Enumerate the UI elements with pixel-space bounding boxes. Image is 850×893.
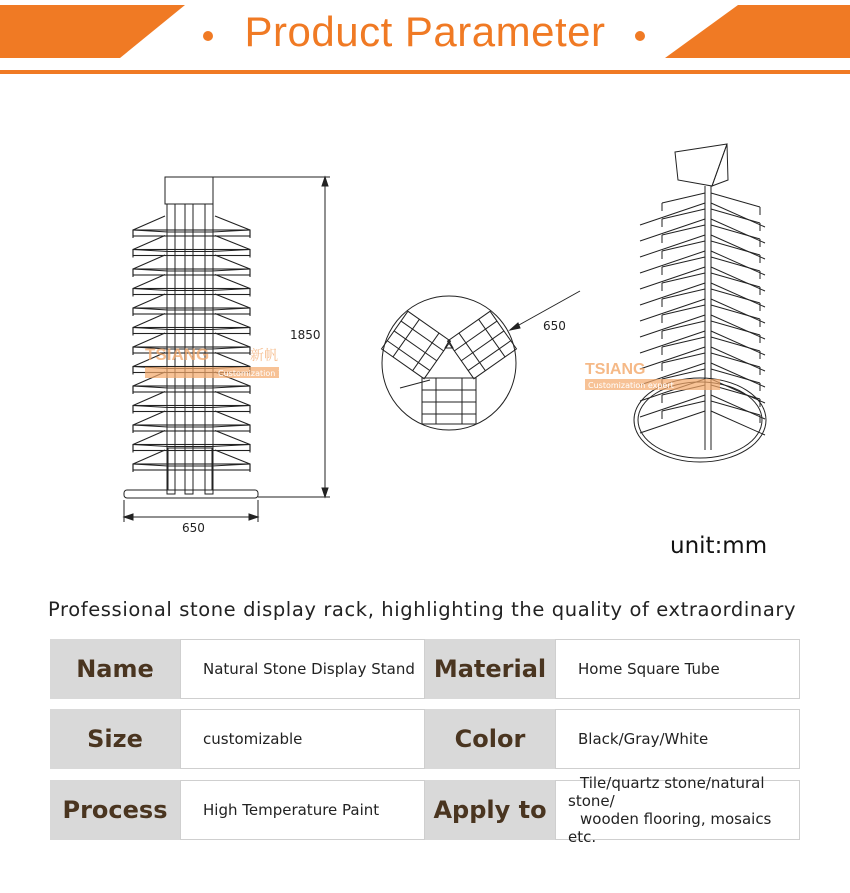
technical-drawing bbox=[0, 80, 850, 570]
apply-value-line1: Tile/quartz stone/natural stone/ bbox=[568, 774, 765, 810]
height-dimension: 1850 bbox=[290, 328, 321, 342]
header-banner bbox=[0, 0, 850, 80]
material-value: Home Square Tube bbox=[555, 639, 800, 699]
table-row bbox=[50, 774, 800, 846]
diameter-dimension: 650 bbox=[543, 319, 566, 333]
perspective-shelves bbox=[640, 193, 765, 435]
unit-label: unit:mm bbox=[670, 533, 768, 559]
table-row bbox=[50, 639, 800, 699]
table-row bbox=[50, 709, 800, 769]
watermark-sub-right: Customization expert bbox=[588, 381, 674, 390]
tagline: Professional stone display rack, highlighting the quality of extraordinary bbox=[48, 598, 797, 621]
process-label: Process bbox=[50, 780, 180, 840]
perspective-view bbox=[634, 144, 766, 462]
size-label: Size bbox=[50, 709, 180, 769]
watermark-cn: 新帆 bbox=[250, 348, 278, 364]
process-value: High Temperature Paint bbox=[180, 780, 425, 840]
color-value: Black/Gray/White bbox=[555, 709, 800, 769]
apply-value-line2: wooden flooring, mosaics etc. bbox=[568, 810, 772, 846]
material-label: Material bbox=[425, 639, 555, 699]
watermark-brand-right: TSIANG bbox=[585, 361, 646, 378]
page-title: Product Parameter bbox=[244, 8, 606, 55]
name-label: Name bbox=[50, 639, 180, 699]
watermark-brand: TSIANG bbox=[145, 345, 210, 364]
rack-shelves bbox=[133, 216, 250, 472]
top-view bbox=[382, 291, 580, 430]
apply-value bbox=[555, 774, 800, 846]
apply-label: Apply to bbox=[425, 780, 555, 840]
watermark-sub: Customization 15 years bbox=[218, 369, 313, 378]
color-label: Color bbox=[425, 709, 555, 769]
size-value: customizable bbox=[180, 709, 425, 769]
width-dimension: 650 bbox=[182, 521, 205, 535]
name-value: Natural Stone Display Stand bbox=[180, 639, 425, 699]
